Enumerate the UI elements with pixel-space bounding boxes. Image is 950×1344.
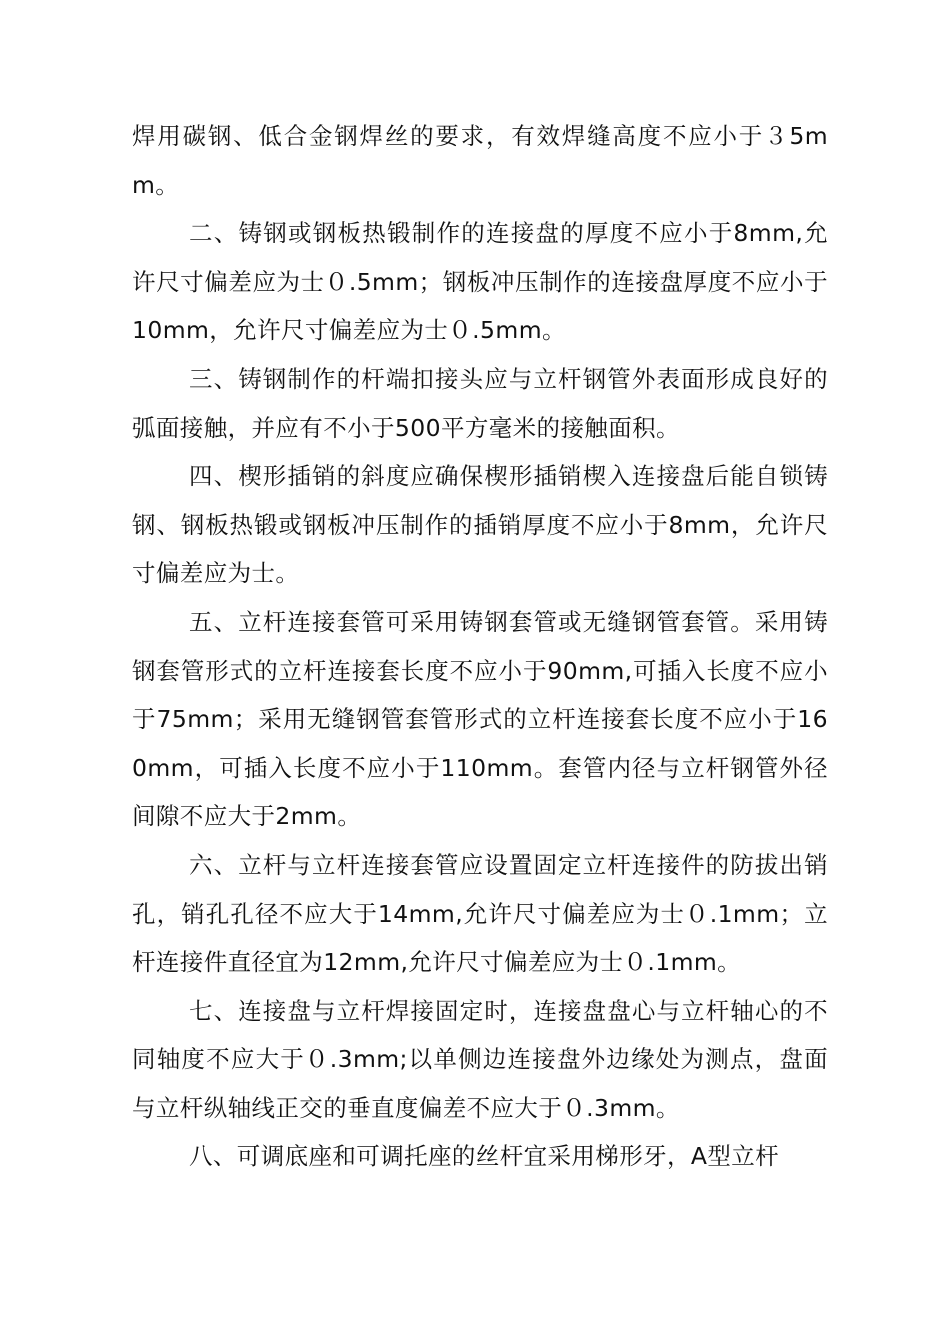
paragraph-item-3: 三、铸钢制作的杆端扣接头应与立杆钢管外表面形成良好的弧面接触，并应有不小于500平方毫米的接触面积。 bbox=[132, 364, 828, 442]
paragraph-item-5: 五、立杆连接套管可采用铸钢套管或无缝钢管套管。采用铸钢套管形式的立杆连接套长度不应小于90mm,可插入长度不应小于75mm；采用无缝钢管套管形式的立杆连接套长度不应小于160mm，可插入长度不应小于110mm。套管内径与立杆钢管外径间隙不应大于2mm。 bbox=[132, 607, 828, 831]
paragraph-item-7: 七、连接盘与立杆焊接固定时，连接盘盘心与立杆轴心的不同轴度不应大于０.3mm;以单侧边连接盘外边缘处为测点，盘面与立杆纵轴线正交的垂直度偏差不应大于０.3mm。 bbox=[132, 996, 828, 1122]
paragraph-item-2: 二、铸钢或钢板热锻制作的连接盘的厚度不应小于8mm,允许尺寸偏差应为士０.5mm；钢板冲压制作的连接盘厚度不应小于10mm，允许尺寸偏差应为士０.5mm。 bbox=[132, 219, 828, 345]
paragraph-item-6: 六、立杆与立杆连接套管应设置固定立杆连接件的防拔出销孔，销孔孔径不应大于14mm,允许尺寸偏差应为士０.1mm；立杆连接件直径宜为12mm,允许尺寸偏差应为士０.1mm。 bbox=[132, 850, 828, 977]
paragraph-item-8: 八、可调底座和可调托座的丝杆宜采用梯形牙，A型立杆 bbox=[189, 1142, 780, 1171]
paragraph-item-4: 四、楔形插销的斜度应确保楔形插销楔入连接盘后能自锁铸钢、钢板热锻或钢板冲压制作的插销厚度不应小于8mm，允许尺寸偏差应为士。 bbox=[132, 462, 828, 588]
paragraph-continuation: 焊用碳钢、低合金钢焊丝的要求，有效焊缝高度不应小于３5mm。 bbox=[132, 122, 828, 199]
document-body bbox=[132, 112, 828, 1181]
